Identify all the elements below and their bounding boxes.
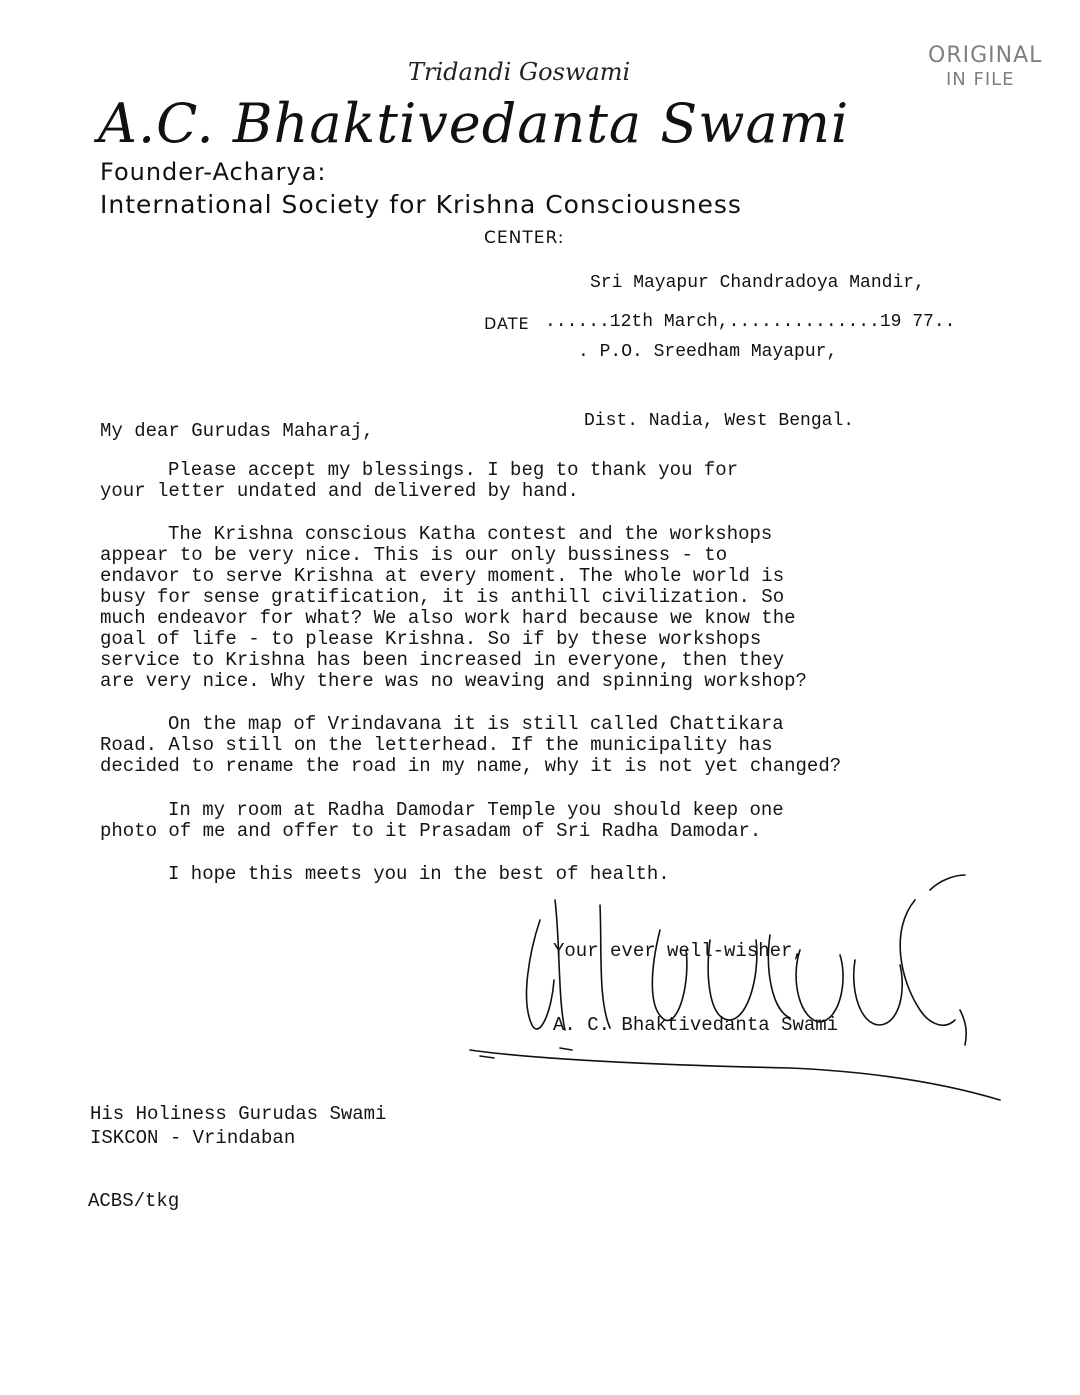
salutation: My dear Gurudas Maharaj,	[100, 420, 374, 442]
paragraph-2	[100, 524, 960, 692]
stamp-line-2: IN FILE	[946, 69, 1015, 90]
original-in-file-stamp	[928, 44, 1058, 92]
handwritten-signature	[460, 860, 1020, 1120]
center-line-1: Sri Mayapur Chandradoya Mandir,	[590, 273, 925, 293]
paragraph-1	[100, 460, 960, 502]
letterhead-name: A.C. Bhaktivedanta Swami	[98, 92, 850, 155]
reference-initials: ACBS/tkg	[88, 1190, 180, 1212]
paragraph-4	[100, 800, 960, 842]
paragraph-4-text: In my room at Radha Damodar Temple you should keep one photo of me and offer to it Prasadam of Sri Radha Damodar.	[100, 799, 784, 842]
center-line-3: Dist. Nadia, West Bengal.	[584, 411, 855, 431]
recipient-line-1: His Holiness Gurudas Swami	[90, 1103, 387, 1125]
paragraph-3-text: On the map of Vrindavana it is still called Chattikara Road. Also still on the letterhead. If the municipality has decided to rename the road in my name, why it is not yet changed?	[100, 713, 842, 777]
center-line-2: . P.O. Sreedham Mayapur,	[578, 342, 838, 362]
paragraph-5-text: I hope this meets you in the best of health.	[168, 863, 670, 885]
signatory-name: A. C. Bhaktivedanta Swami	[553, 1014, 839, 1036]
closing: Your ever well-wisher,	[553, 940, 804, 962]
recipient-block	[90, 1102, 386, 1150]
letterhead-society: International Society for Krishna Consciousness	[100, 190, 742, 219]
date-value: ......12th March,..............19 77..	[545, 312, 956, 332]
letterhead-role: Founder-Acharya:	[100, 158, 327, 186]
recipient-line-2: ISKCON - Vrindaban	[90, 1127, 296, 1149]
paragraph-1-text: Please accept my blessings. I beg to thank you for your letter undated and delivered by hand.	[100, 459, 739, 502]
letterhead-title-line: Tridandi Goswami	[408, 58, 631, 86]
center-label: CENTER:	[484, 228, 565, 248]
paragraph-3	[100, 714, 960, 777]
stamp-line-1: ORIGINAL	[928, 43, 1043, 68]
date-label: DATE	[484, 314, 530, 333]
paragraph-2-text: The Krishna conscious Katha contest and the workshops appear to be very nice. This is our only bussiness - to endavor to serve Krishna at every moment. The whole world is busy for sense gratification, it is anthill civilization. So much endeavor for what? We also work hard because we know the goal of life - to please Krishna. So if by these workshops service to Krishna has been increased in everyone, then they are very nice. Why there was no weaving and spinning workshop?	[100, 523, 807, 692]
center-address	[578, 226, 925, 456]
